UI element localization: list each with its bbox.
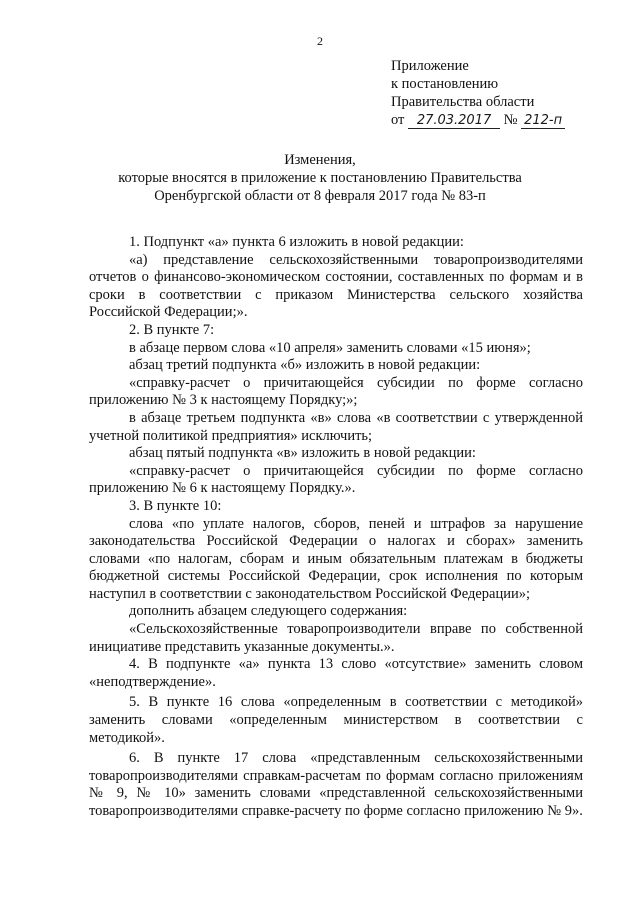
paragraph: в абзаце третьем подпункта «в» слова «в соответствии с утвержденной учетной политикой предприятия» исключить;: [89, 409, 583, 444]
document-title: [100, 151, 540, 205]
paragraph: «справку-расчет о причитающейся субсидии по форме согласно приложению № 3 к настоящему Порядку;»;: [89, 374, 583, 409]
paragraph: 4. В подпункте «а» пункта 13 слово «отсутствие» заменить словом «неподтверждение».: [89, 656, 583, 690]
appendix-date-number-line: [391, 111, 565, 129]
appendix-authority: Правительства области: [391, 94, 535, 110]
date-prefix: от: [391, 112, 405, 128]
appendix-header: [391, 57, 565, 129]
paragraph: дополнить абзацем следующего содержания:: [129, 603, 408, 620]
number-prefix: №: [503, 112, 518, 128]
title-line-2: которые вносятся в приложение к постановлению Правительства: [118, 170, 522, 186]
paragraph: 1. Подпункт «а» пункта 6 изложить в новой редакции:: [129, 234, 464, 250]
paragraph: в абзаце первом слова «10 апреля» заменить словами «15 июня»;: [129, 339, 531, 356]
appendix-title: Приложение: [391, 58, 469, 74]
title-line-1: Изменения,: [284, 152, 356, 168]
paragraph: 5. В пункте 16 слова «определенным в соответствии с методикой» заменить словами «определенным министерством в соответствии с методикой».: [89, 694, 583, 746]
handwritten-number: 212-п: [521, 113, 565, 129]
paragraph: абзац третий подпункта «б» изложить в новой редакции:: [129, 357, 481, 374]
title-line-3: Оренбургской области от 8 февраля 2017 года № 83-п: [154, 188, 486, 204]
paragraph: абзац пятый подпункта «в» изложить в новой редакции:: [129, 445, 476, 462]
page-number: 2: [317, 34, 323, 48]
paragraph: 6. В пункте 17 слова «представленным сельскохозяйственными товаропроизводителями справкам-расчетам по формам согласно приложениям № 9, № 10» заменить словами «представленной сельскохозяйственными товаропроизводителями справке-расчету по форме согласно приложению № 9».: [89, 750, 583, 819]
paragraph: «справку-расчет о причитающейся субсидии по форме согласно приложению № 6 к настоящему Порядку.».: [89, 462, 583, 497]
appendix-reference: к постановлению: [391, 76, 499, 92]
paragraph: слова «по уплате налогов, сборов, пеней и штрафов за нарушение законодательства Российской Федерации о налогах и сборах» заменить словами «по налогам, сборам и иным обязательным платежам в бюджеты бюджетной системы Российской Федерации, срок исполнения по которым наступил в соответствии с законодательством Российской Федерации»;: [89, 515, 583, 602]
paragraph: «а) представление сельскохозяйственными товаропроизводителями отчетов о финансово-экономическом состоянии, составленных по формам и в сроки в соответствии с приказом Министерства сельского хозяйства Российской Федерации;».: [89, 251, 583, 321]
paragraph: 3. В пункте 10:: [129, 497, 222, 514]
paragraph: «Сельскохозяйственные товаропроизводители вправе по собственной инициативе представить указанные документы.».: [89, 621, 583, 655]
paragraph: 2. В пункте 7:: [129, 321, 215, 338]
handwritten-date: 27.03.2017: [408, 113, 500, 129]
document-body: [89, 234, 583, 821]
